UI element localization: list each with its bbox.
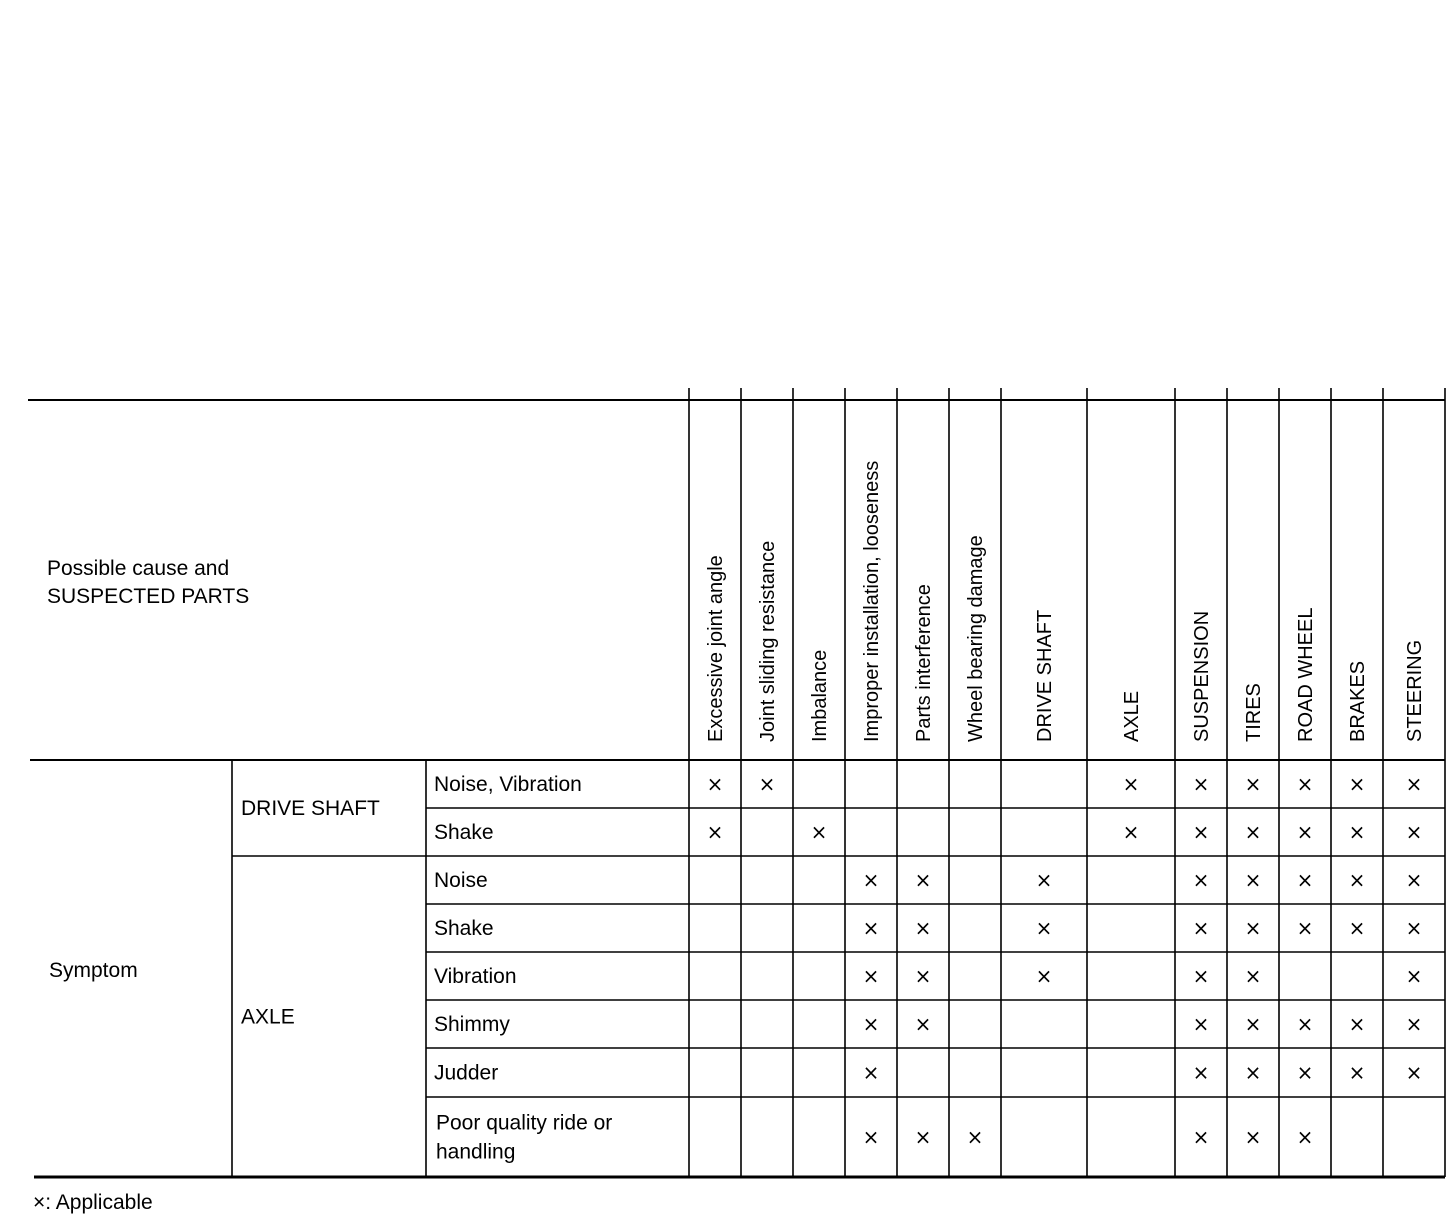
applicable-mark: × (1122, 772, 1140, 796)
applicable-mark: × (1296, 1012, 1314, 1036)
applicable-mark: × (1244, 1012, 1262, 1036)
applicable-mark: × (1192, 1125, 1210, 1149)
applicable-marks (707, 772, 1423, 1149)
symptom-label: Symptom (49, 959, 138, 982)
applicable-mark: × (1348, 868, 1366, 892)
corner-label-line2: SUSPECTED PARTS (47, 585, 250, 608)
applicable-mark: × (862, 868, 880, 892)
applicable-mark: × (1296, 1125, 1314, 1149)
applicable-mark: × (862, 1060, 880, 1085)
footnote: ×: Applicable (33, 1191, 153, 1214)
column-headers (705, 461, 1426, 742)
applicable-mark: × (1244, 916, 1262, 940)
applicable-mark: × (862, 916, 880, 940)
row-label: Vibration (434, 965, 517, 988)
applicable-mark: × (914, 916, 932, 940)
column-header: Wheel bearing damage (965, 535, 987, 742)
column-header: STEERING (1404, 639, 1426, 742)
applicable-mark: × (914, 1012, 932, 1036)
applicable-mark: × (1405, 916, 1423, 940)
row-label: Shake (434, 917, 494, 940)
column-header: Parts interference (913, 584, 935, 742)
applicable-mark: × (1405, 1012, 1423, 1036)
applicable-mark: × (1244, 772, 1262, 796)
column-header: TIRES (1243, 683, 1265, 742)
column-header: ROAD WHEEL (1295, 607, 1317, 742)
applicable-mark: × (706, 820, 724, 844)
applicable-mark: × (1244, 820, 1262, 844)
applicable-mark: × (1244, 868, 1262, 892)
group-labels (241, 797, 380, 1029)
applicable-mark: × (1296, 868, 1314, 892)
applicable-mark: × (1348, 1060, 1366, 1085)
applicable-mark: × (1348, 772, 1366, 796)
applicable-mark: × (1192, 820, 1210, 844)
applicable-mark: × (914, 1125, 932, 1149)
applicable-mark: × (1192, 1060, 1210, 1085)
applicable-mark: × (706, 772, 724, 796)
group-label: DRIVE SHAFT (241, 797, 380, 820)
column-header: DRIVE SHAFT (1034, 609, 1056, 742)
row-label: Shake (434, 821, 494, 844)
applicable-mark: × (1348, 820, 1366, 844)
applicable-mark: × (1035, 868, 1053, 892)
row-label: Noise (434, 869, 488, 892)
applicable-mark: × (1035, 964, 1053, 988)
corner-label-line1: Possible cause and (47, 557, 230, 580)
applicable-mark: × (1348, 916, 1366, 940)
applicable-mark: × (1405, 820, 1423, 844)
applicable-mark: × (1192, 916, 1210, 940)
applicable-mark: × (1122, 820, 1140, 844)
column-header: Excessive joint angle (705, 555, 727, 742)
applicable-mark: × (810, 820, 828, 844)
applicable-mark: × (1192, 1012, 1210, 1036)
applicable-mark: × (862, 964, 880, 988)
table-grid-lines (28, 388, 1445, 1177)
applicable-mark: × (1244, 1125, 1262, 1149)
column-header: Imbalance (809, 649, 831, 742)
column-header: AXLE (1121, 690, 1143, 742)
applicable-mark: × (1405, 772, 1423, 796)
applicable-mark: × (1405, 1060, 1423, 1085)
group-label: AXLE (241, 1005, 295, 1029)
applicable-mark: × (862, 1125, 880, 1149)
applicable-mark: × (1405, 868, 1423, 892)
applicable-mark: × (1296, 916, 1314, 940)
applicable-mark: × (1192, 868, 1210, 892)
row-label: handling (436, 1140, 516, 1164)
applicable-mark: × (1296, 772, 1314, 796)
applicable-mark: × (1296, 820, 1314, 844)
applicable-mark: × (1192, 964, 1210, 988)
applicable-mark: × (966, 1125, 984, 1149)
column-header: Improper installation, looseness (861, 460, 883, 742)
column-header: BRAKES (1347, 660, 1369, 742)
applicable-mark: × (862, 1012, 880, 1036)
applicable-mark: × (1192, 772, 1210, 796)
row-label: Poor quality ride or (436, 1111, 613, 1135)
applicable-mark: × (1405, 964, 1423, 988)
applicable-mark: × (1244, 964, 1262, 988)
row-label: Noise, Vibration (434, 773, 582, 796)
applicable-mark: × (758, 772, 776, 796)
applicable-mark: × (914, 964, 932, 988)
row-label: Judder (434, 1061, 499, 1085)
column-header: SUSPENSION (1191, 610, 1213, 742)
applicable-mark: × (914, 868, 932, 892)
applicable-mark: × (1296, 1060, 1314, 1085)
applicable-mark: × (1035, 916, 1053, 940)
applicable-mark: × (1244, 1060, 1262, 1085)
row-labels (434, 773, 612, 1164)
row-label: Shimmy (434, 1013, 510, 1036)
applicable-mark: × (1348, 1012, 1366, 1036)
column-header: Joint sliding resistance (757, 540, 779, 742)
